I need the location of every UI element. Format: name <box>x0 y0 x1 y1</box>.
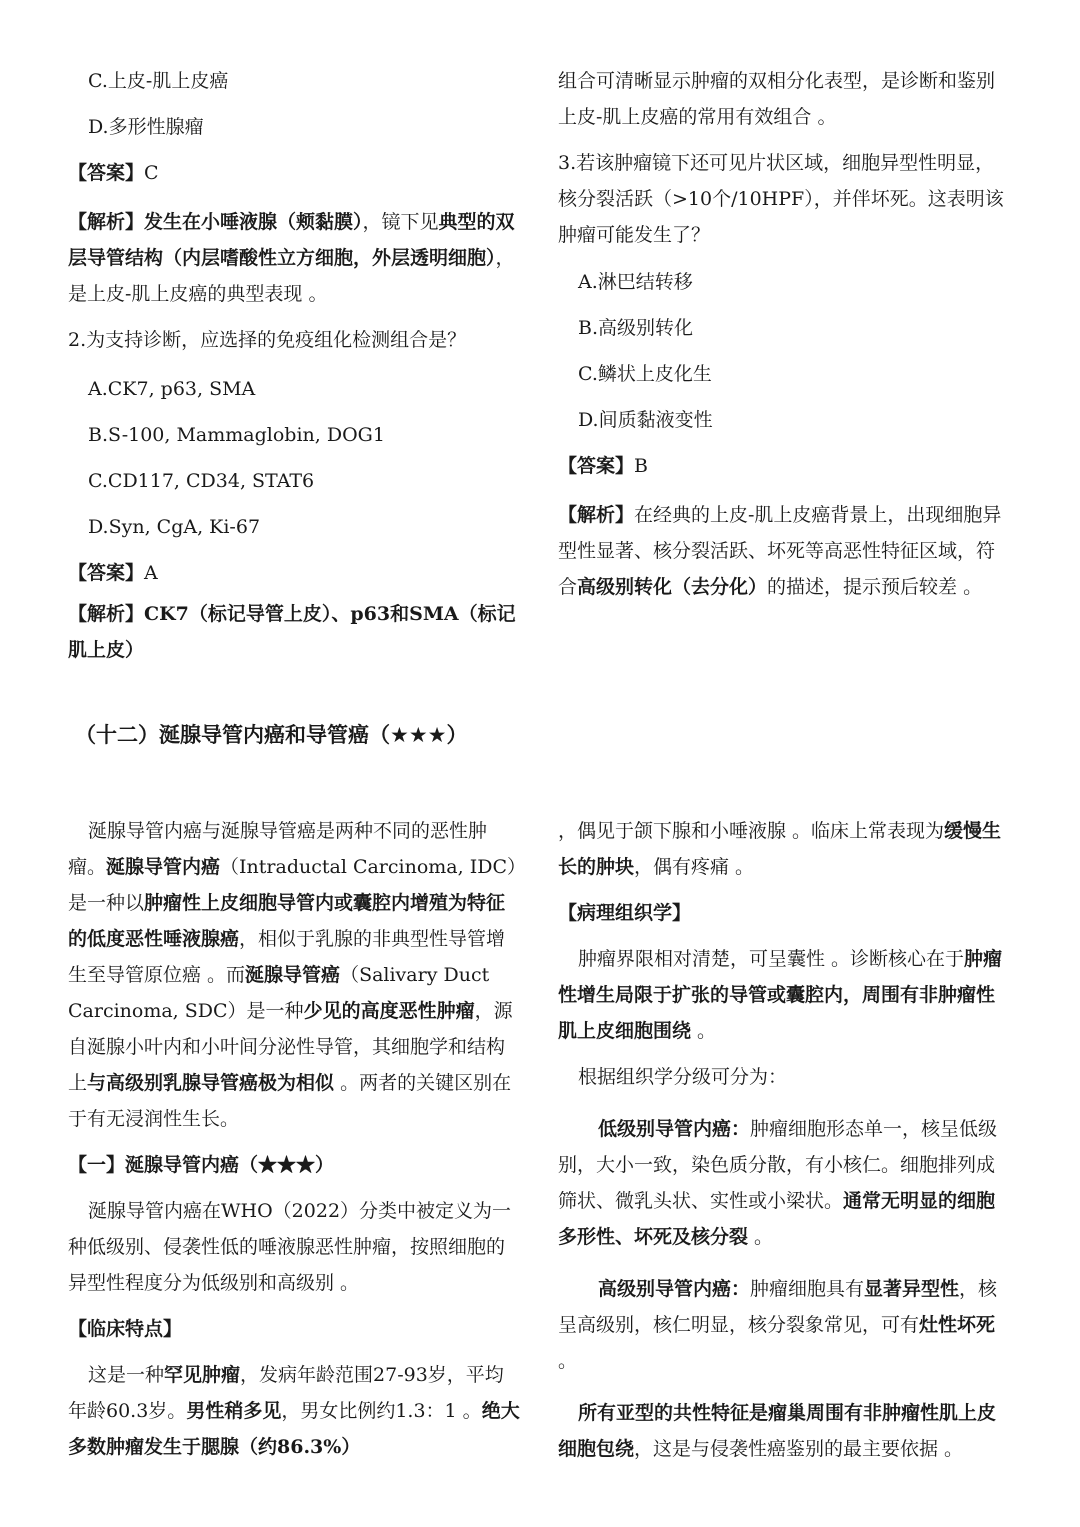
q1-analysis <box>68 204 520 312</box>
common-feature-text: ，这是与侵袭性癌鉴别的最主要依据 。 <box>634 1438 964 1460</box>
subsection-text: 涎腺导管内癌在WHO（2022）分类中被定义为一种低级别、侵袭性低的唾液腺恶性肿瘤，按照细胞的异型性程度分为低级别和高级别 。 <box>68 1200 512 1294</box>
q2-question: 2.为支持诊断，应选择的免疫组化检测组合是？ <box>68 329 467 351</box>
intro-text: （Salivary Duct Carcinoma, SDC）是一种 <box>68 964 490 1022</box>
intro-bold: 涎腺导管内癌 <box>106 856 221 878</box>
high-grade-label: 高级别导管内癌： <box>598 1278 751 1300</box>
analysis-text: ，镜下见 <box>362 211 439 233</box>
low-grade-bold: 通常无明显的细胞多形性、坏死及核分裂 <box>558 1190 996 1248</box>
intro-text: 涎腺导管内癌与涎腺导管癌是两种不同的恶性肿瘤。 <box>68 820 488 878</box>
common-feature-paragraph <box>558 1395 1013 1467</box>
intro-bold: 涎腺导管癌 <box>245 964 341 986</box>
q3-option-c: C.鳞状上皮化生 <box>578 363 712 385</box>
pathology-heading: 【病理组织学】 <box>558 902 692 924</box>
clinical-paragraph <box>68 1357 520 1465</box>
q3-answer <box>558 451 1013 481</box>
analysis-text: 在经典的上皮-肌上皮癌背景上，出现细胞异型性显著、核分裂活跃、坏死等高恶性特征区域，符合 <box>558 504 1002 598</box>
answer-value: B <box>634 455 648 477</box>
q3-analysis <box>558 497 1013 605</box>
q3-question: 3.若该肿瘤镜下还可见片状区域，细胞异型性明显，核分裂活跃（>10个/10HPF），并伴坏死。这表明该肿瘤可能发生了？ <box>558 152 1004 246</box>
q2-analysis-cont: 组合可清晰显示肿瘤的双相分化表型，是诊断和鉴别上皮-肌上皮癌的常用有效组合 。 <box>558 70 996 128</box>
answer-tag: 【答案】 <box>68 562 145 584</box>
low-grade-paragraph <box>558 1111 1013 1255</box>
top-right-column <box>558 63 1013 615</box>
intro-bold: 少见的高度恶性肿瘤 <box>303 1000 475 1022</box>
intro-text: （Intraductal Carcinoma, IDC）是一种以 <box>68 856 517 914</box>
analysis-tag: 【解析】 <box>558 504 635 526</box>
clinical-text: ，男女比例约1.3：1 。 <box>281 1400 482 1422</box>
q3-option-a: A.淋巴结转移 <box>578 271 693 293</box>
high-grade-text: 肿瘤细胞具有 <box>750 1278 865 1300</box>
pathology-bold: 肿瘤性增生局限于扩张的导管或囊腔内，周围有非肿瘤性肌上皮细胞围绕 <box>558 948 1003 1042</box>
pathology-paragraph <box>558 941 1013 1049</box>
high-grade-bold: 灶性坏死 <box>919 1314 996 1336</box>
analysis-bold: 高级别转化（去分化） <box>577 576 768 598</box>
intro-text: ，源自涎腺小叶内和小叶间分泌性导管，其细胞学和结构上 <box>68 1000 513 1094</box>
clinical-text: ，发病年龄范围27-93岁，平均年龄60.3岁。 <box>68 1364 504 1422</box>
intro-text: 。两者的关键区别在于有无浸润性生长。 <box>68 1072 512 1130</box>
section-heading: （十二）涎腺导管内癌和导管癌（★★★） <box>75 723 468 747</box>
analysis-bold: CK7（标记导管上皮）、p63和SMA（标记肌上皮） <box>68 603 516 661</box>
high-grade-paragraph <box>558 1271 1013 1379</box>
intro-paragraph <box>68 813 520 1137</box>
answer-value: C <box>144 162 159 184</box>
low-grade-label: 低级别导管内癌： <box>598 1118 751 1140</box>
subsection-heading: 【一】涎腺导管内癌（★★★） <box>68 1154 335 1176</box>
grade-intro: 根据组织学分级可分为： <box>578 1066 788 1088</box>
bottom-left-column <box>68 813 520 1475</box>
top-left-column <box>68 66 520 604</box>
clinical-paragraph-cont <box>558 813 1013 885</box>
high-grade-text: ，核呈高级别，核仁明显，核分裂象常见，可有 <box>558 1278 998 1336</box>
clinical-heading: 【临床特点】 <box>68 1318 183 1340</box>
pathology-text: 。 <box>691 1020 717 1042</box>
answer-value: A <box>144 562 158 584</box>
q2-option-a: A.CK7, p63, SMA <box>88 378 256 400</box>
intro-bold: 肿瘤性上皮细胞导管内或囊腔内增殖为特征的低度恶性唾液腺癌 <box>68 892 506 950</box>
pathology-text: 肿瘤界限相对清楚，可呈囊性 。诊断核心在于 <box>578 948 965 970</box>
q2-analysis-start <box>68 596 528 668</box>
analysis-bold: 发生在小唾液腺（颊黏膜） <box>144 211 363 233</box>
analysis-text: ，是上皮-肌上皮癌的典型表现 。 <box>68 247 515 305</box>
intro-text: ，相似于乳腺的非典型性导管增生至导管原位癌 。而 <box>68 928 506 986</box>
high-grade-bold: 显著异型性 <box>864 1278 960 1300</box>
clinical-bold: 男性稍多见 <box>186 1400 282 1422</box>
q1-option-d: D.多形性腺瘤 <box>88 116 204 138</box>
q2-analysis-column-left <box>68 596 528 678</box>
answer-tag: 【答案】 <box>558 455 635 477</box>
common-feature-bold: 所有亚型的共性特征是瘤巢周围有非肿瘤性肌上皮细胞包绕 <box>558 1402 997 1460</box>
q2-option-d: D.Syn, CgA, Ki-67 <box>88 516 261 538</box>
clinical-bold: 罕见肿瘤 <box>164 1364 241 1386</box>
q2-option-c: C.CD117, CD34, STAT6 <box>88 470 315 492</box>
clinical-text: 这是一种 <box>88 1364 165 1386</box>
analysis-text: 的描述，提示预后较差 。 <box>767 576 983 598</box>
clinical-text: ，偶有疼痛 。 <box>634 856 755 878</box>
q3-option-d: D.间质黏液变性 <box>578 409 713 431</box>
clinical-bold: 绝大多数肿瘤发生于腮腺（约86.3%） <box>68 1400 520 1458</box>
q3-option-b: B.高级别转化 <box>578 317 694 339</box>
analysis-tag: 【解析】 <box>68 211 145 233</box>
intro-bold: 与高级别乳腺导管癌极为相似 <box>87 1072 335 1094</box>
bottom-right-column <box>558 813 1013 1477</box>
low-grade-text: 。 <box>748 1226 774 1248</box>
q1-option-c: C.上皮-肌上皮癌 <box>88 70 229 92</box>
analysis-bold: 典型的双层导管结构（内层嗜酸性立方细胞，外层透明细胞） <box>68 211 515 269</box>
q1-answer <box>68 158 520 188</box>
clinical-bold: 缓慢生长的肿块 <box>558 820 1002 878</box>
q2-answer <box>68 558 520 588</box>
high-grade-text: 。 <box>558 1350 578 1372</box>
low-grade-text: 肿瘤细胞形态单一，核呈低级别，大小一致，染色质分散，有小核仁。细胞排列成筛状、微乳头状、实性或小梁状。 <box>558 1118 998 1212</box>
q2-option-b: B.S-100, Mammaglobin, DOG1 <box>88 424 385 446</box>
clinical-text: ，偶见于颌下腺和小唾液腺 。临床上常表现为 <box>558 820 945 842</box>
answer-tag: 【答案】 <box>68 162 145 184</box>
analysis-tag: 【解析】 <box>68 603 145 625</box>
